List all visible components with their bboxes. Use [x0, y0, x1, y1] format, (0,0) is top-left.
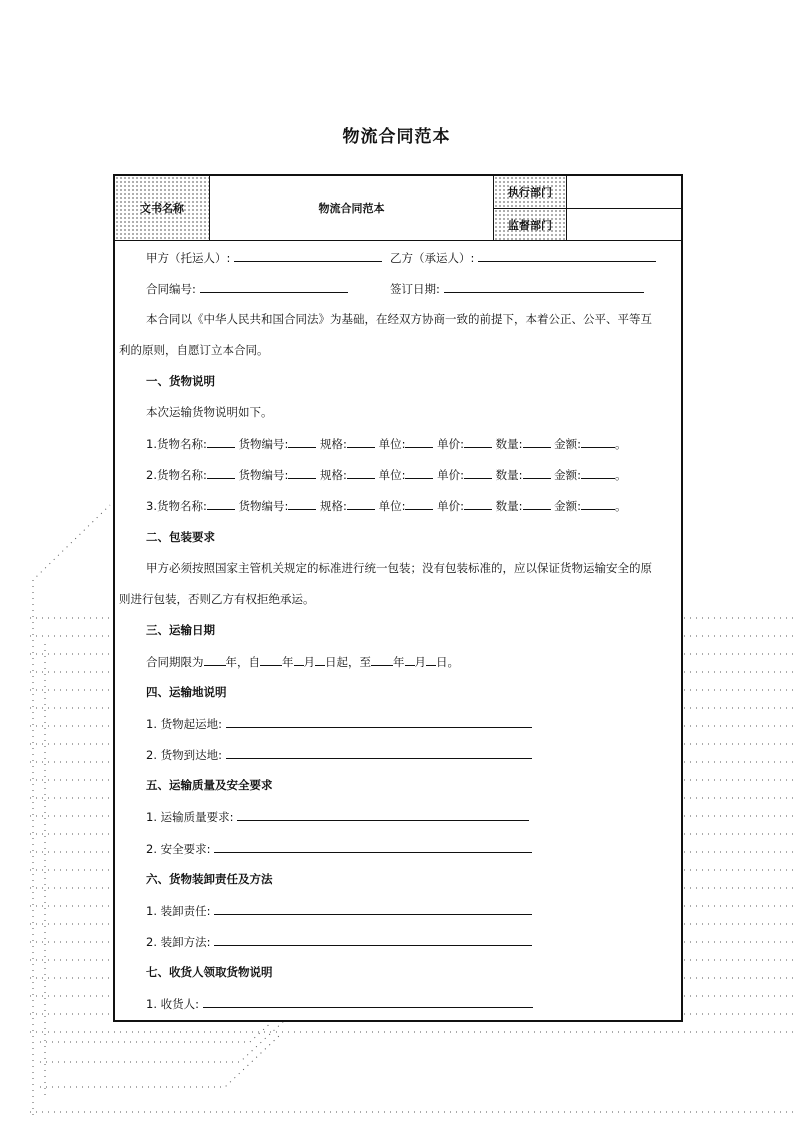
price-label: 单价:: [437, 468, 464, 482]
spec-field[interactable]: [347, 497, 375, 510]
end-year-field[interactable]: [371, 653, 393, 666]
spec-label: 规格:: [320, 468, 347, 482]
section-5-heading: 五、运输质量及安全要求: [146, 778, 273, 792]
section-3-heading: 三、运输日期: [146, 623, 215, 637]
price-field[interactable]: [464, 466, 492, 479]
start-day-field[interactable]: [315, 653, 325, 666]
supervise-dept-label: 监督部门: [494, 208, 567, 240]
price-field[interactable]: [464, 497, 492, 510]
goods-row-1: [146, 435, 627, 452]
exec-dept-value[interactable]: [567, 176, 681, 208]
goods-name-field[interactable]: [207, 466, 235, 479]
consignee-field[interactable]: [203, 995, 533, 1008]
goods-name-label: 2.货物名称:: [146, 468, 207, 482]
section-7-heading: 七、收货人领取货物说明: [146, 965, 273, 979]
header-table: [115, 176, 681, 241]
section-4-heading: 四、运输地说明: [146, 685, 227, 699]
row-end: 。: [615, 499, 627, 513]
loading-method-label: 2. 装卸方法:: [146, 935, 211, 949]
price-field[interactable]: [464, 435, 492, 448]
end-month-field[interactable]: [405, 653, 415, 666]
goods-code-field[interactable]: [288, 435, 316, 448]
unit-label: 单位:: [378, 499, 406, 513]
goods-code-field[interactable]: [288, 466, 316, 479]
spec-field[interactable]: [347, 435, 375, 448]
price-label: 单价:: [437, 437, 464, 451]
goods-name-field[interactable]: [207, 435, 235, 448]
party-a-row: [146, 249, 382, 266]
period-text: 年，自: [225, 655, 260, 669]
safety-label: 2. 安全要求:: [146, 842, 211, 856]
contract-no-row: [146, 280, 348, 297]
goods-row-3: [146, 497, 627, 514]
amount-label: 金额:: [554, 437, 582, 451]
loading-method-field[interactable]: [214, 933, 532, 946]
end-day-field[interactable]: [426, 653, 436, 666]
safety-field[interactable]: [214, 840, 532, 853]
row-end: 。: [615, 468, 627, 482]
intro-line-2: 利的原则，自愿订立本合同。: [119, 343, 269, 357]
consignee-row: [146, 995, 533, 1012]
start-month-field[interactable]: [294, 653, 304, 666]
period-years-field[interactable]: [204, 653, 226, 666]
qty-field[interactable]: [523, 435, 551, 448]
unit-field[interactable]: [405, 435, 433, 448]
destination-row: [146, 746, 532, 763]
goods-name-label: 1.货物名称:: [146, 437, 207, 451]
price-label: 单价:: [437, 499, 464, 513]
qty-field[interactable]: [523, 497, 551, 510]
goods-code-label: 货物编号:: [238, 499, 289, 513]
period-text: 合同期限为: [146, 655, 204, 669]
safety-row: [146, 840, 532, 857]
goods-name-field[interactable]: [207, 497, 235, 510]
supervise-dept-value[interactable]: [567, 208, 681, 240]
party-b-label: 乙方（承运人）:: [390, 251, 475, 265]
intro-line-1: 本合同以《中华人民共和国合同法》为基础，在经双方协商一致的前提下，本着公正、公平、平等互: [146, 312, 652, 326]
spec-label: 规格:: [320, 437, 347, 451]
origin-row: [146, 715, 532, 732]
qty-label: 数量:: [495, 499, 523, 513]
destination-label: 2. 货物到达地:: [146, 748, 223, 762]
period-text: 日起，至: [325, 655, 371, 669]
amount-field[interactable]: [581, 466, 615, 479]
unit-field[interactable]: [405, 497, 433, 510]
unit-label: 单位:: [378, 437, 406, 451]
section-1-heading: 一、货物说明: [146, 374, 215, 388]
doc-name-label: 文书名称: [115, 176, 210, 240]
section-2-line-2: 则进行包装，否则乙方有权拒绝承运。: [119, 592, 315, 606]
unit-label: 单位:: [378, 468, 406, 482]
loading-duty-field[interactable]: [214, 902, 532, 915]
page-title: 物流合同范本: [342, 127, 451, 147]
quality-field[interactable]: [237, 808, 529, 821]
destination-field[interactable]: [226, 746, 532, 759]
qty-label: 数量:: [495, 437, 523, 451]
contract-form: [113, 174, 683, 1022]
party-a-field[interactable]: [234, 249, 382, 262]
contract-no-field[interactable]: [200, 280, 348, 293]
spec-label: 规格:: [320, 499, 347, 513]
period-text: 月: [303, 655, 315, 669]
party-a-label: 甲方（托运人）:: [146, 251, 231, 265]
quality-label: 1. 运输质量要求:: [146, 810, 234, 824]
contract-no-label: 合同编号:: [146, 282, 196, 296]
sign-date-row: [390, 280, 644, 297]
quality-row: [146, 808, 529, 825]
amount-field[interactable]: [581, 435, 615, 448]
unit-field[interactable]: [405, 466, 433, 479]
party-b-row: [390, 249, 656, 266]
spec-field[interactable]: [347, 466, 375, 479]
section-2-line-1: 甲方必须按照国家主管机关规定的标准进行统一包装；没有包装标准的，应以保证货物运输安全的原: [146, 561, 652, 575]
goods-code-label: 货物编号:: [238, 437, 289, 451]
origin-label: 1. 货物起运地:: [146, 717, 223, 731]
amount-label: 金额:: [554, 468, 582, 482]
section-1-text: 本次运输货物说明如下。: [146, 405, 273, 419]
exec-dept-label: 执行部门: [494, 176, 567, 208]
loading-duty-row: [146, 902, 532, 919]
consignee-label: 1. 收货人:: [146, 997, 200, 1011]
section-2-heading: 二、包装要求: [146, 530, 215, 544]
party-b-field[interactable]: [478, 249, 656, 262]
sign-date-field[interactable]: [444, 280, 644, 293]
goods-code-field[interactable]: [288, 497, 316, 510]
row-end: 。: [615, 437, 627, 451]
goods-name-label: 3.货物名称:: [146, 499, 207, 513]
period-text: 年: [282, 655, 294, 669]
start-year-field[interactable]: [260, 653, 282, 666]
loading-duty-label: 1. 装卸责任:: [146, 904, 211, 918]
qty-field[interactable]: [523, 466, 551, 479]
origin-field[interactable]: [226, 715, 532, 728]
qty-label: 数量:: [495, 468, 523, 482]
sign-date-label: 签订日期:: [390, 282, 440, 296]
doc-name-value: 物流合同范本: [210, 176, 494, 240]
period-text: 年: [393, 655, 405, 669]
goods-code-label: 货物编号:: [238, 468, 289, 482]
loading-method-row: [146, 933, 532, 950]
goods-row-2: [146, 466, 627, 483]
contract-period-row: [146, 653, 459, 670]
amount-field[interactable]: [581, 497, 615, 510]
period-text: 日。: [436, 655, 459, 669]
amount-label: 金额:: [554, 499, 582, 513]
period-text: 月: [414, 655, 426, 669]
section-6-heading: 六、货物装卸责任及方法: [146, 872, 273, 886]
